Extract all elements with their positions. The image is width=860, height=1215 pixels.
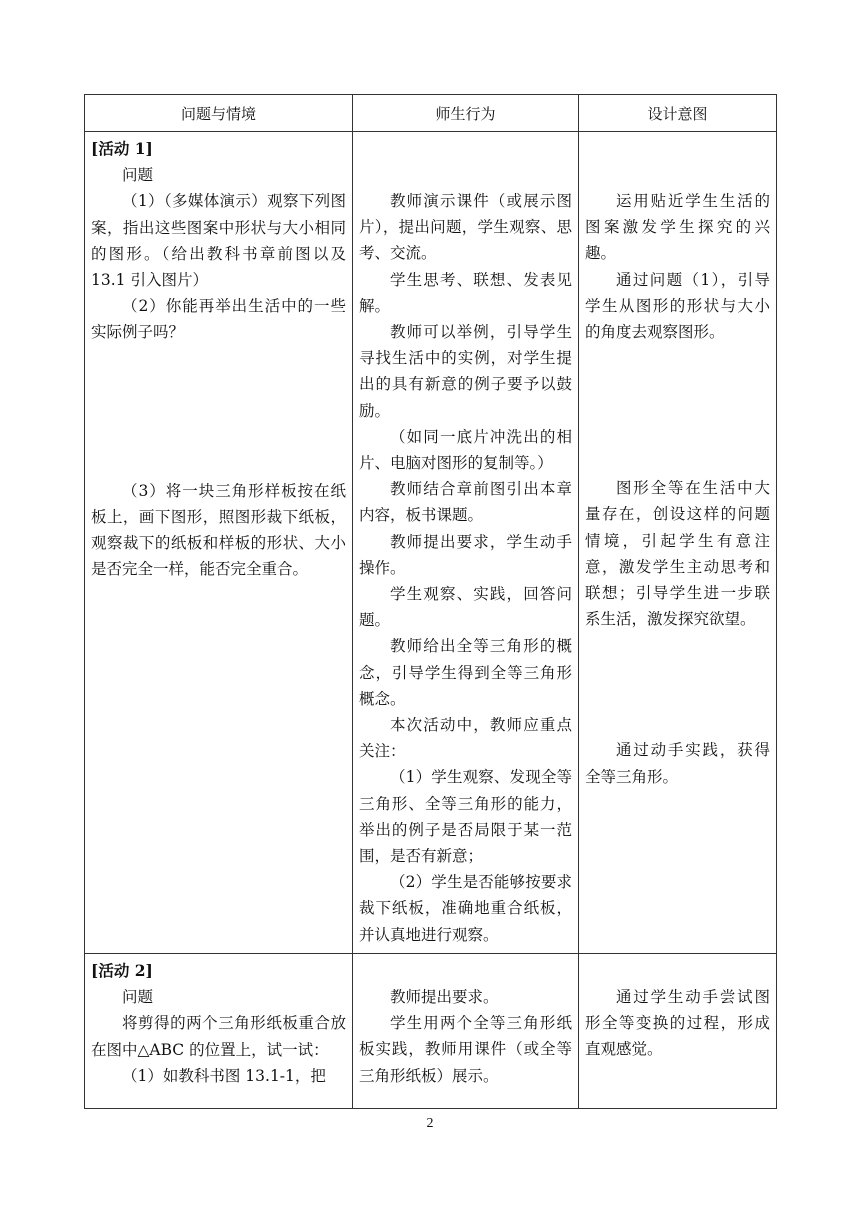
header-design-intent: 设计意图 (579, 95, 777, 132)
activity-1-intent-1: 运用贴近学生生活的图案激发学生探究的兴趣。 (585, 192, 770, 263)
activity-1-question-1: （1）（多媒体演示）观察下列图案，指出这些图案中形状与大小相同的图形。（给出教科书章前图以及 13.1 引入图片） (91, 192, 346, 290)
activity-1-problem-cell (85, 132, 353, 954)
activity-2-instruction: 将剪得的两个三角形纸板重合放在图中△ABC 的位置上，试一试： (91, 1014, 346, 1059)
activity-1-row (85, 132, 777, 954)
activity-2-intent-cell (579, 954, 777, 1109)
activity-2-problem-label: 问题 (122, 988, 154, 1007)
activity-2-tag: [活动 2] (91, 961, 153, 980)
header-problem-context: 问题与情境 (85, 95, 353, 132)
activity-1-action-4: （如同一底片冲洗出的相片、电脑对图形的复制等。） (359, 427, 572, 473)
activity-1-action-2: 学生思考、联想、发表见解。 (359, 270, 572, 315)
lesson-plan-table (84, 94, 777, 1109)
activity-1-action-3: 教师可以举例，引导学生寻找生活中的实例，对学生提出的具有新意的例子要予以鼓励。 (359, 323, 572, 420)
activity-1-problem-label: 问题 (122, 166, 154, 185)
activity-2-question-1: （1）如教科书图 13.1-1，把 (122, 1066, 326, 1085)
activity-1-intent-2: 通过问题（1），引导学生从图形的形状与大小的角度去观察图形。 (585, 270, 770, 342)
activity-1-intent-4: 通过动手实践，获得全等三角形。 (585, 741, 770, 786)
activity-1-action-7: 学生观察、实践，回答问题。 (359, 585, 572, 630)
activity-2-action-1: 教师提出要求。 (390, 988, 499, 1006)
activity-1-action-5: 教师结合章前图引出本章内容，板书课题。 (359, 480, 572, 525)
activity-2-action-2: 学生用两个全等三角形纸板实践，教师用课件（或全等三角形纸板）展示。 (359, 1014, 572, 1085)
activity-1-tag: [活动 1] (91, 139, 153, 158)
activity-2-row (85, 954, 777, 1109)
activity-1-question-2: （2）你能再举出生活中的一些实际例子吗？ (91, 297, 346, 342)
activity-1-action-6: 教师提出要求，学生动手操作。 (359, 532, 572, 577)
activity-1-intent-3: 图形全等在生活中大量存在，创设这样的问题情境，引起学生有意注意，激发学生主动思考和联想；引导学生进一步联系生活，激发探究欲望。 (585, 479, 770, 629)
activity-1-question-3: （3）将一块三角形样板按在纸板上，画下图形，照图形裁下纸板，观察裁下的纸板和样板的形状、大小是否完全一样，能否完全重合。 (91, 481, 346, 579)
activity-1-intent-cell (579, 132, 777, 954)
header-teacher-student-actions: 师生行为 (353, 95, 579, 132)
table-header-row (85, 95, 777, 132)
activity-1-action-10: （1）学生观察、发现全等三角形、全等三角形的能力，举出的例子是否局限于某一范围，是否有新意； (359, 768, 572, 866)
activity-2-problem-cell (85, 954, 353, 1109)
activity-1-action-8: 教师给出全等三角形的概念，引导学生得到全等三角形概念。 (359, 637, 572, 708)
activity-1-action-1: 教师演示课件（或展示图片），提出问题，学生观察、思考、交流。 (359, 192, 572, 263)
page-number: 2 (426, 1116, 434, 1131)
activity-1-action-11: （2）学生是否能够按要求裁下纸板，准确地重合纸板，并认真地进行观察。 (359, 873, 572, 944)
activity-1-action-9: 本次活动中，教师应重点关注： (359, 716, 572, 761)
activity-2-intent-1: 通过学生动手尝试图形全等变换的过程，形成直观感觉。 (585, 988, 770, 1059)
activity-2-actions-cell (353, 954, 579, 1109)
activity-1-actions-cell (353, 132, 579, 954)
